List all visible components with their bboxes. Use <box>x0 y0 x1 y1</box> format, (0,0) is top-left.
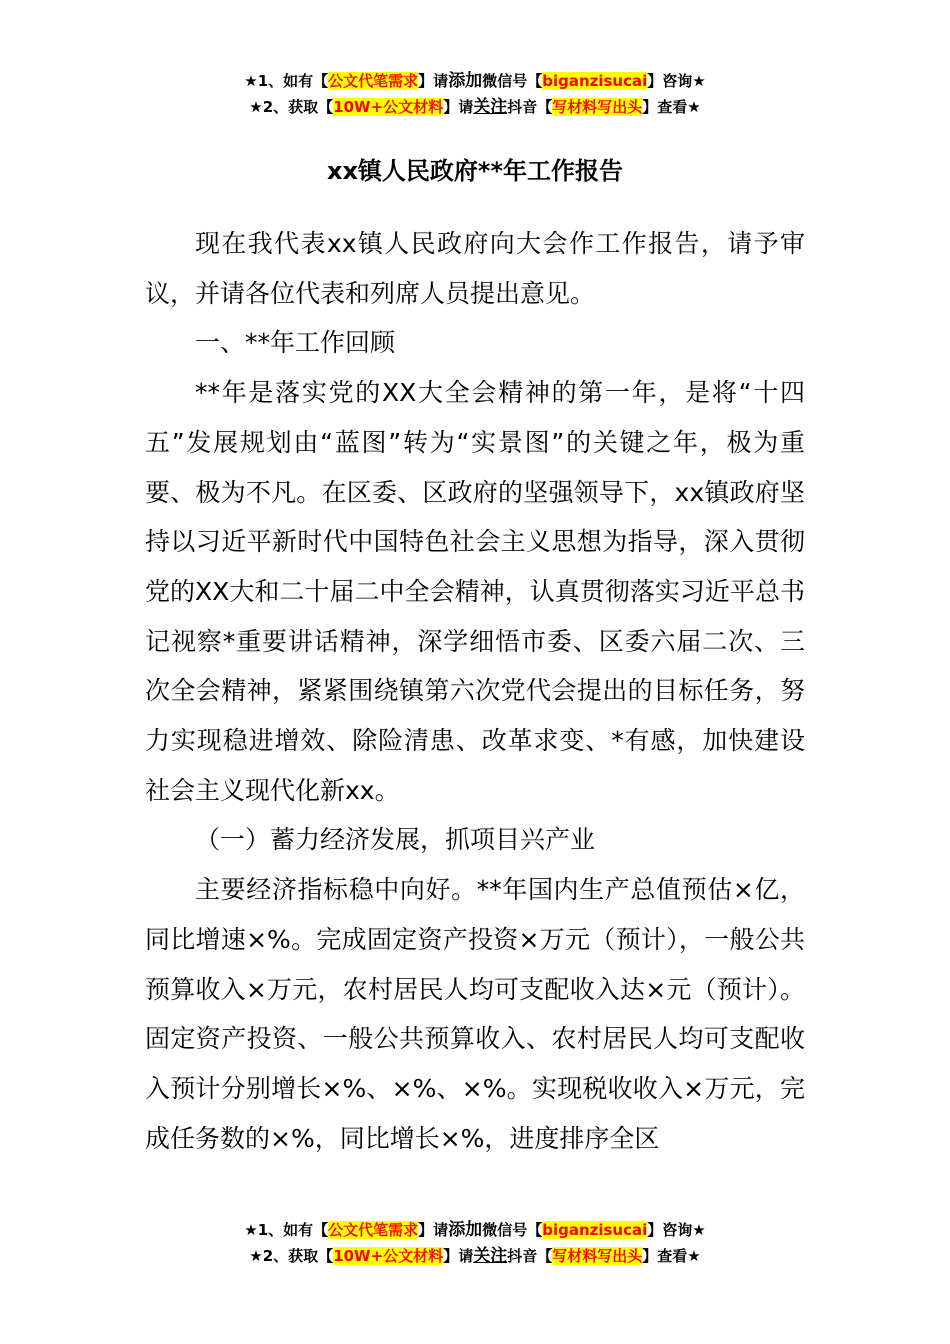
banner-emphasis: 添加 <box>448 71 483 91</box>
banner-text: ★1、如有【 <box>244 1221 329 1239</box>
banner-emphasis: 关注 <box>473 1246 508 1266</box>
banner-highlight: biganzisucai <box>542 1221 648 1239</box>
paragraph-review: **年是落实党的XX大全会精神的第一年，是将“十四五”发展规划由“蓝图”转为“实景图”的关键之年，极为重要、极为不凡。在区委、区政府的坚强领导下，xx镇政府坚持以习近平新时代中国特色社会主义思想为指导，深入贯彻党的XX大和二十届二中全会精神，认真贯彻落实习近平总书记视察*重要讲话精神，深学细悟市委、区委六届二次、三次全会精神，紧紧围绕镇第六次党代会提出的目标任务，努力实现稳进增效、除险清患、改革求变、*有感，加快建设社会主义现代化新xx。 <box>145 378 805 805</box>
banner-text: 】查看★ <box>642 1247 701 1265</box>
banner-text: 抖音【 <box>507 1247 553 1265</box>
banner-text: ★2、获取【 <box>249 98 334 116</box>
banner-highlight: 公文代笔需求 <box>328 1221 419 1239</box>
banner-highlight: biganzisucai <box>542 72 648 90</box>
banner-line-2 <box>0 1243 950 1269</box>
banner-line-1 <box>0 1217 950 1243</box>
banner-text: 微信号【 <box>482 1221 543 1239</box>
paragraph-intro: 现在我代表xx镇人民政府向大会作工作报告，请予审议，并请各位代表和列席人员提出意见。 <box>145 229 805 308</box>
banner-highlight: 10W+公文材料 <box>333 98 444 116</box>
banner-text: 微信号【 <box>482 72 543 90</box>
banner-line-1 <box>0 68 950 94</box>
banner-text: 】查看★ <box>642 98 701 116</box>
banner-emphasis: 关注 <box>473 97 508 117</box>
banner-text: 抖音【 <box>507 98 553 116</box>
banner-text: 】请 <box>418 72 449 90</box>
banner-text: ★1、如有【 <box>244 72 329 90</box>
banner-text: 】咨询★ <box>647 1221 706 1239</box>
section-heading: 一、**年工作回顾 <box>195 328 396 358</box>
footer-banner <box>0 1217 950 1269</box>
banner-text: 】请 <box>443 1247 474 1265</box>
document-title: xx镇人民政府**年工作报告 <box>326 157 624 185</box>
header-banner <box>0 68 950 120</box>
banner-text: 】咨询★ <box>647 72 706 90</box>
banner-highlight: 10W+公文材料 <box>333 1247 444 1265</box>
banner-text: 】请 <box>418 1221 449 1239</box>
banner-highlight: 写材料写出头 <box>552 1247 643 1265</box>
banner-highlight: 公文代笔需求 <box>328 72 419 90</box>
document-body <box>145 219 805 1163</box>
banner-text: 】请 <box>443 98 474 116</box>
banner-text: ★2、获取【 <box>249 1247 334 1265</box>
banner-line-2 <box>0 94 950 120</box>
subsection-heading: （一）蓄力经济发展，抓项目兴产业 <box>195 825 596 855</box>
banner-emphasis: 添加 <box>448 1220 483 1240</box>
banner-highlight: 写材料写出头 <box>552 98 643 116</box>
paragraph-economy: 主要经济指标稳中向好。**年国内生产总值预估×亿，同比增速×%。完成固定资产投资×万元（预计），一般公共预算收入×万元，农村居民人均可支配收入达×元（预计）。固定资产投资、一般公共预算收入、农村居民人均可支配收入预计分别增长×%、×%、×%。实现税收收入×万元，完成任务数的×%，同比增长×%，进度排序全区 <box>145 875 805 1153</box>
